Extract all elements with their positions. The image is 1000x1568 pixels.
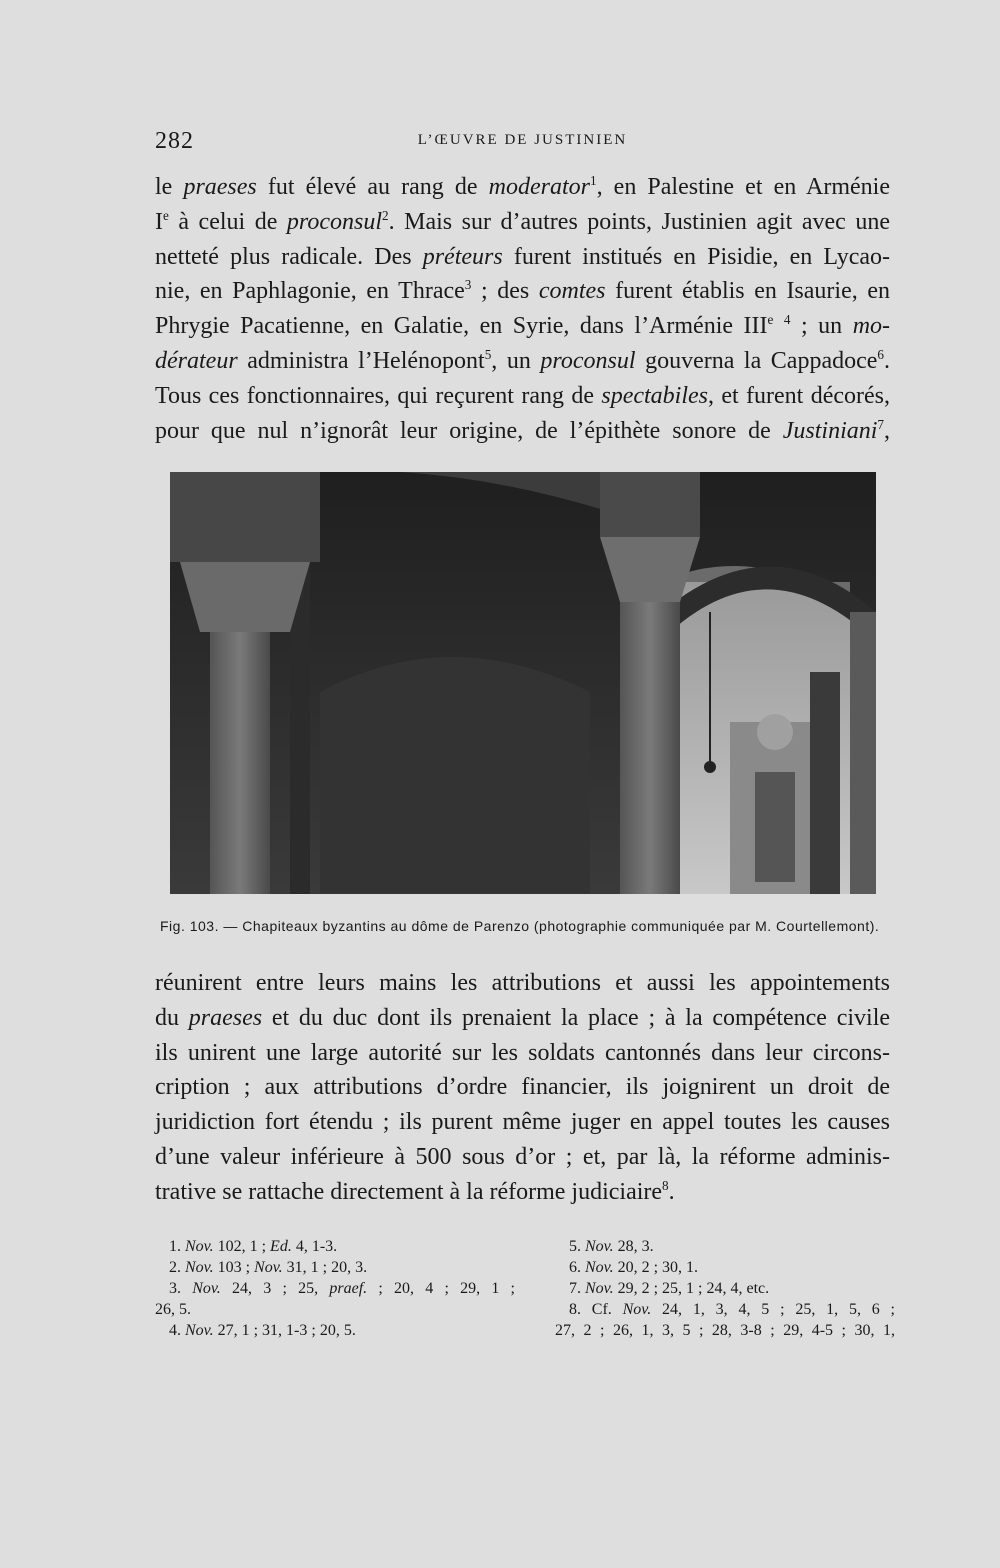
text-line: réunirent entre leurs mains les attributions et aussi les appointements <box>155 970 890 996</box>
footnote-ref: 1 <box>589 172 597 188</box>
footnotes-right-column <box>555 1236 895 1341</box>
paragraph-top <box>155 170 890 448</box>
footnote-ref: 2 <box>382 207 389 223</box>
text-line: le praeses fut élevé au rang de moderator$^1$, en Palestine et en Arménie <box>155 172 890 200</box>
text-line: juridiction fort étendu ; ils purent même juger en appel toutes les causes <box>155 1109 890 1136</box>
text-line: d’une valeur inférieure à 500 sous d’or ; et, par là, la réforme adminis- <box>155 1143 890 1170</box>
text-line: trative se rattache directement à la réforme judiciaire$^8$. <box>155 1177 675 1205</box>
figure-photograph <box>170 472 876 894</box>
footnote: 8. Cf. Nov. 24, 1, 3, 4, 5 ; 25, 1, 5, 6 ; <box>569 1301 896 1318</box>
footnote: 6. Nov. 20, 2 ; 30, 1. <box>569 1259 699 1276</box>
footnote-ref: 8 <box>662 1177 669 1193</box>
footnote: 2. Nov. 103 ; Nov. 31, 1 ; 20, 3. <box>169 1259 368 1276</box>
text-line: cription ; aux attributions d’ordre financier, ils joignirent un droit de <box>155 1074 890 1101</box>
text-line: pour que nul n’ignorât leur origine, de l’épithète sonore de Justiniani$^7$, <box>155 416 890 444</box>
figure-caption: Fig. 103. — Chapiteaux byzantins au dôme de Parenzo (photographie communiquée par M. Courtellemont). <box>160 918 880 934</box>
text-line: netteté plus radicale. Des préteurs furent institués en Pisidie, en Lycao- <box>155 243 890 270</box>
footnote-ref: 6 <box>877 346 884 362</box>
page-number: 282 <box>155 128 194 154</box>
footnote: 1. Nov. 102, 1 ; Ed. 4, 1-3. <box>169 1238 338 1255</box>
paragraph-bottom <box>155 966 890 1210</box>
footnote-continuation: 26, 5. <box>155 1301 191 1318</box>
text-line: nie, en Paphlagonie, en Thrace$^3$ ; des comtes furent établis en Isaurie, en <box>155 277 890 305</box>
footnote: 7. Nov. 29, 2 ; 25, 1 ; 24, 4, etc. <box>569 1280 770 1297</box>
footnote-ref: 3 <box>464 277 472 293</box>
footnote: 5. Nov. 28, 3. <box>569 1238 654 1255</box>
text-line: Tous ces fonctionnaires, qui reçurent rang de spectabiles, et furent décorés, <box>155 382 890 409</box>
footnote: 3. Nov. 24, 3 ; 25, praef. ; 20, 4 ; 29, 1 ; <box>169 1280 515 1297</box>
text-line: ils unirent une large autorité sur les soldats cantonnés dans leur circons- <box>155 1039 890 1066</box>
text-line: dérateur administra l’Helénopont$^5$, un proconsul gouverna la Cappadoce$^6$. <box>155 346 890 374</box>
footnote-ref: 5 <box>484 346 492 362</box>
footnote-continuation: 27, 2 ; 26, 1, 3, 5 ; 28, 3-8 ; 29, 4-5 ; 30, 1, <box>555 1322 895 1339</box>
text-line: du praeses et du duc dont ils prenaient la place ; à la compétence civile <box>155 1004 891 1031</box>
footnotes-left-column <box>155 1236 515 1341</box>
footnote-ref: 4 <box>783 311 791 327</box>
footnote-ref: 7 <box>877 416 884 432</box>
text-line: Phrygie Pacatienne, en Galatie, en Syrie, dans l’Arménie IIIe $^4$ ; un mo- <box>155 311 891 340</box>
church-interior-photo <box>170 472 876 894</box>
page-header <box>155 128 890 158</box>
running-title: L’ŒUVRE DE JUSTINIEN <box>417 132 628 148</box>
footnote: 4. Nov. 27, 1 ; 31, 1-3 ; 20, 5. <box>169 1322 356 1339</box>
text-line: Ie à celui de proconsul$^2$. Mais sur d’autres points, Justinien agit avec une <box>155 207 890 235</box>
